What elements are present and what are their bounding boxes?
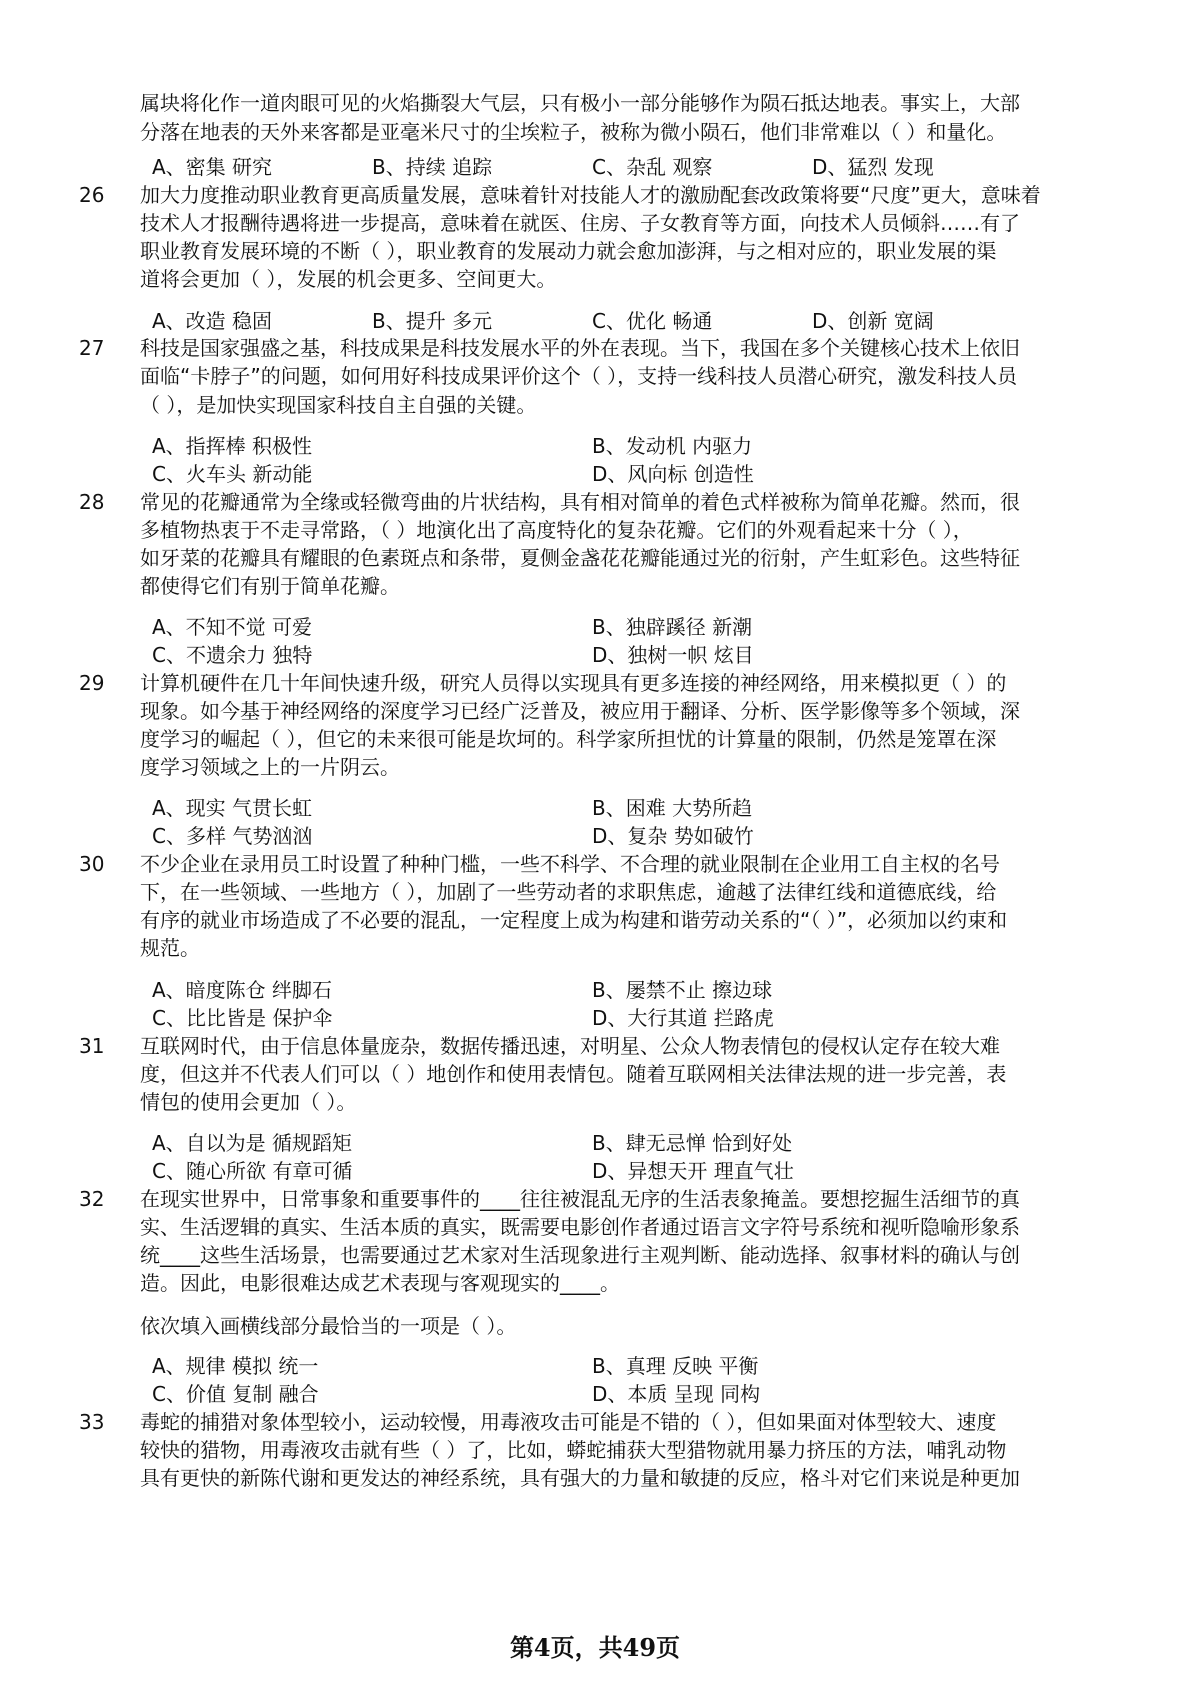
option-b: B、真理 反映 平衡 (592, 1354, 759, 1378)
option-a: A、现实 气贯长虹 (152, 796, 313, 820)
option-b: B、提升 多元 (372, 309, 493, 333)
option-b: B、肆无忌惮 恰到好处 (592, 1131, 793, 1155)
option-b: B、独辟蹊径 新潮 (592, 615, 753, 639)
option-b: B、持续 追踪 (372, 155, 493, 179)
question-line: 下，在一些领域、一些地方（ ），加剧了一些劳动者的求职焦虑，逾越了法律红线和道德底线，给 (140, 880, 997, 904)
question-line: （ ），是加快实现国家科技自主自强的关键。 (140, 393, 537, 417)
option-d: D、异想天开 理直气壮 (592, 1159, 794, 1183)
question-line: 在现实世界中，日常事象和重要事件的____往往被混乱无序的生活表象掩盖。要想挖掘生活细节的真 (140, 1187, 1020, 1211)
question-line: 实、生活逻辑的真实、生活本质的真实，既需要电影创作者通过语言文字符号系统和视听隐喻形象系 (140, 1215, 1020, 1239)
option-c: C、随心所欲 有章可循 (152, 1159, 353, 1183)
option-a: A、不知不觉 可爱 (152, 615, 313, 639)
question-line: 计算机硬件在几十年间快速升级，研究人员得以实现具有更多连接的神经网络，用来模拟更（ ）的 (140, 671, 1007, 695)
question-number: 28 (79, 490, 105, 514)
question-line: 有序的就业市场造成了不必要的混乱，一定程度上成为构建和谐劳动关系的“（ ）”，必须加以约束和 (140, 908, 1008, 932)
question-prompt: 依次填入画横线部分最恰当的一项是（ ）。 (140, 1314, 517, 1338)
question-line: 常见的花瓣通常为全缘或轻微弯曲的片状结构，具有相对简单的着色式样被称为简单花瓣。然而，很 (140, 490, 1020, 514)
question-line: 统____这些生活场景，也需要通过艺术家对生活现象进行主观判断、能动选择、叙事材料的确认与创 (140, 1243, 1020, 1267)
question-line: 科技是国家强盛之基，科技成果是科技发展水平的外在表现。当下，我国在多个关键核心技术上依旧 (140, 336, 1020, 360)
question-line: 毒蛇的捕猎对象体型较小，运动较慢，用毒液攻击可能是不错的（ ），但如果面对体型较大、速度 (140, 1410, 997, 1434)
question-line: 造。因此，电影很难达成艺术表现与客观现实的____。 (140, 1271, 620, 1295)
question-number: 26 (79, 183, 105, 207)
option-b: B、发动机 内驱力 (592, 434, 753, 458)
option-c: C、杂乱 观察 (592, 155, 713, 179)
question-line: 现象。如今基于神经网络的深度学习已经广泛普及，被应用于翻译、分析、医学影像等多个领域，深 (140, 699, 1020, 723)
question-line: 道将会更加（ ），发展的机会更多、空间更大。 (140, 267, 557, 291)
option-a: A、改造 稳固 (152, 309, 273, 333)
question-line: 职业教育发展环境的不断（ ），职业教育的发展动力就会愈加澎湃，与之相对应的，职业发展的渠 (140, 239, 997, 263)
option-d: D、独树一帜 炫目 (592, 643, 754, 667)
intro-line: 属块将化作一道肉眼可见的火焰撕裂大气层，只有极小一部分能够作为陨石抵达地表。事实上，大部 (140, 91, 1020, 115)
option-c: C、比比皆是 保护伞 (152, 1006, 333, 1030)
option-a: A、密集 研究 (152, 155, 273, 179)
question-number: 31 (79, 1034, 105, 1058)
option-a: A、指挥棒 积极性 (152, 434, 313, 458)
option-c: C、优化 畅通 (592, 309, 713, 333)
option-b: B、困难 大势所趋 (592, 796, 753, 820)
question-line: 如牙菜的花瓣具有耀眼的色素斑点和条带，夏侧金盏花花瓣能通过光的衍射，产生虹彩色。这些特征 (140, 546, 1020, 570)
option-d: D、风向标 创造性 (592, 462, 754, 486)
option-a: A、暗度陈仓 绊脚石 (152, 978, 333, 1002)
option-b: B、屡禁不止 擦边球 (592, 978, 773, 1002)
intro-line: 分落在地表的天外来客都是亚毫米尺寸的尘埃粒子，被称为微小陨石，他们非常难以（ ）和量化。 (140, 120, 1007, 144)
page-footer: 第4页，共49页 (509, 1633, 681, 1662)
question-line: 度学习领域之上的一片阴云。 (140, 755, 400, 779)
question-line: 较快的猎物，用毒液攻击就有些（ ）了，比如，蟒蛇捕获大型猎物就用暴力挤压的方法，哺乳动物 (140, 1438, 1007, 1462)
option-d: D、创新 宽阔 (812, 309, 934, 333)
option-d: D、复杂 势如破竹 (592, 824, 754, 848)
question-line: 互联网时代，由于信息体量庞杂，数据传播迅速，对明星、公众人物表情包的侵权认定存在较大难 (140, 1034, 1000, 1058)
option-d: D、猛烈 发现 (812, 155, 934, 179)
question-line: 度学习的崛起（ ），但它的未来很可能是坎坷的。科学家所担忧的计算量的限制，仍然是笼罩在深 (140, 727, 997, 751)
option-a: A、自以为是 循规蹈矩 (152, 1131, 353, 1155)
question-line: 技术人才报酬待遇将进一步提高，意味着在就医、住房、子女教育等方面，向技术人员倾斜……有了 (140, 211, 1020, 235)
option-c: C、多样 气势汹汹 (152, 824, 313, 848)
question-line: 面临“卡脖子”的问题，如何用好科技成果评价这个（ ），支持一线科技人员潜心研究，激发科技人员 (140, 364, 1018, 388)
question-number: 29 (79, 671, 105, 695)
question-number: 30 (79, 852, 105, 876)
option-a: A、规律 模拟 统一 (152, 1354, 319, 1378)
option-d: D、大行其道 拦路虎 (592, 1006, 774, 1030)
option-d: D、本质 呈现 同构 (592, 1382, 761, 1406)
question-line: 情包的使用会更加（ ）。 (140, 1090, 357, 1114)
question-number: 33 (79, 1410, 105, 1434)
question-line: 都使得它们有别于简单花瓣。 (140, 574, 400, 598)
question-line: 不少企业在录用员工时设置了种种门槛，一些不科学、不合理的就业限制在企业用工自主权的名号 (140, 852, 1000, 876)
option-c: C、价值 复制 融合 (152, 1382, 319, 1406)
question-line: 具有更快的新陈代谢和更发达的神经系统，具有强大的力量和敏捷的反应，格斗对它们来说是种更加 (140, 1466, 1020, 1490)
question-line: 规范。 (140, 936, 200, 960)
option-c: C、不遗余力 独特 (152, 643, 313, 667)
question-number: 27 (79, 336, 105, 360)
question-line: 加大力度推动职业教育更高质量发展，意味着针对技能人才的激励配套改政策将要“尺度”更大，意味着 (140, 183, 1041, 207)
option-c: C、火车头 新动能 (152, 462, 313, 486)
question-line: 多植物热衷于不走寻常路，（ ）地演化出了高度特化的复杂花瓣。它们的外观看起来十分（ ）， (140, 518, 973, 542)
question-line: 度，但这并不代表人们可以（ ）地创作和使用表情包。随着互联网相关法律法规的进一步完善，表 (140, 1062, 1007, 1086)
question-number: 32 (79, 1187, 105, 1211)
